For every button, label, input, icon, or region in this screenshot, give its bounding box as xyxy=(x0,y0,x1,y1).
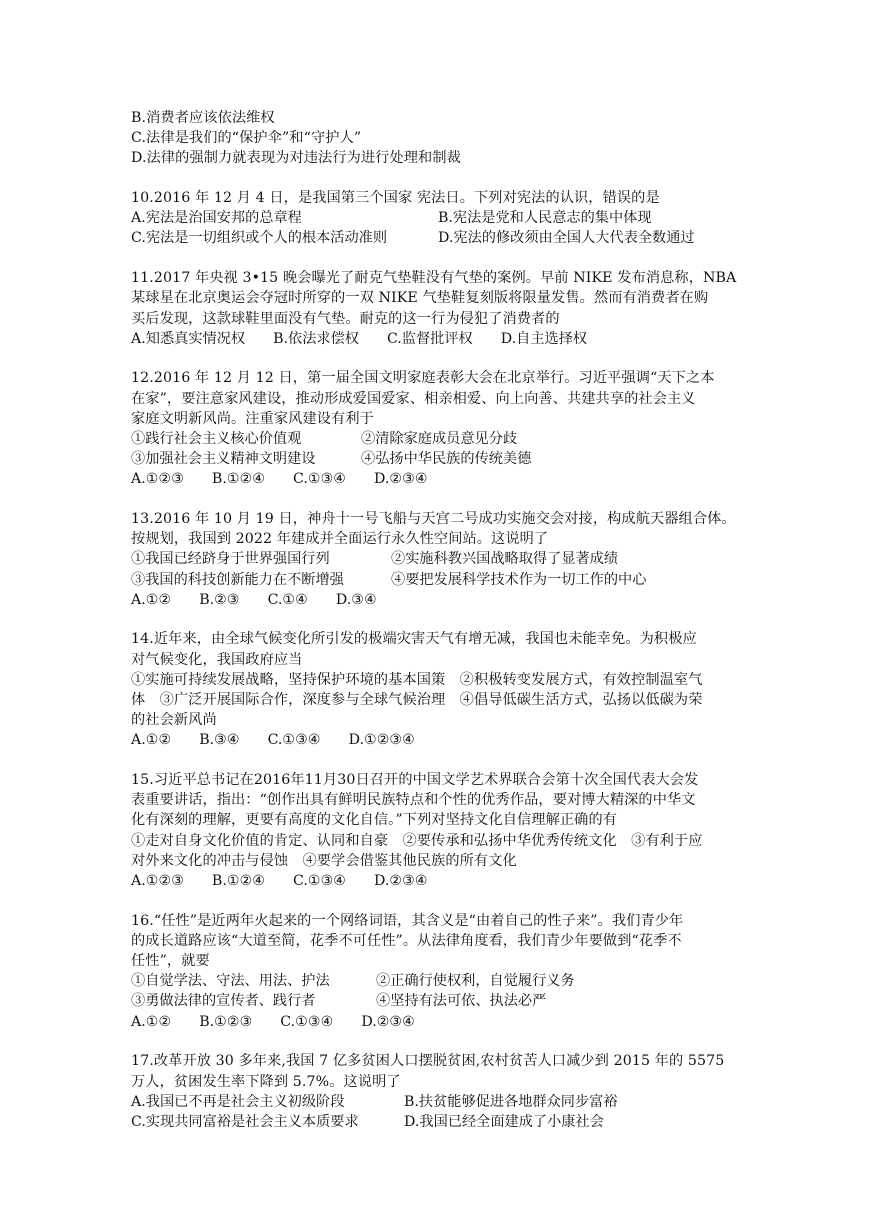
q14-statements-line1: ①实施可持续发展战略，坚持保护环境的基本国策 ②积极转变发展方式，有效控制温室气 xyxy=(131,671,703,688)
q10-option-b: B.宪法是党和人民意志的集中体现 xyxy=(438,210,652,227)
q15-statements-line1: ①走对自身文化价值的肯定、认同和自豪 ②要传承和弘扬中华优秀传统文化 ③有利于应 xyxy=(131,832,703,849)
q15-stem-line1: 15.习近平总书记在2016年11月30日召开的中国文学艺术界联合会第十次全国代表大会发 xyxy=(131,772,699,789)
q10-option-c: C.宪法是一切组织或个人的根本活动准则 xyxy=(131,230,388,247)
q12-stem-line3: 家庭文明新风尚。注重家风建设有利于 xyxy=(131,410,374,427)
q17-stem-line1: 17.改革开放 30 多年来,我国 7 亿多贫困人口摆脱贫困,农村贫苦人口减少到 2015 年的 5575 xyxy=(131,1053,725,1070)
q16-stem-line3: 任性”，就要 xyxy=(131,953,210,970)
q12-option-b: B.①②④ xyxy=(211,471,266,488)
q13-statement-2: ②实施科教兴国战略取得了显著成绩 xyxy=(391,551,619,568)
q12-options xyxy=(131,469,741,489)
q13-option-a: A.①② xyxy=(131,591,172,608)
q11-stem-line3: 买后发现，这款球鞋里面没有气垫。耐克的这一行为侵犯了消费者的 xyxy=(131,310,560,327)
q17-options-row2 xyxy=(131,1112,741,1132)
q15-option-a: A.①②③ xyxy=(131,873,184,889)
q17-option-a: A.我国已不再是社会主义初级阶段 xyxy=(131,1093,345,1110)
q12-statement-4: ④弘扬中华民族的传统美德 xyxy=(361,451,532,468)
q16-option-c: C.①③④ xyxy=(280,1013,334,1030)
q14-options xyxy=(131,730,741,750)
q14-stem-line2: 对气候变化，我国政府应当 xyxy=(131,651,303,668)
q9-option-c: C.法律是我们的“保护伞”和“守护人” xyxy=(131,130,362,147)
q10-options-row1 xyxy=(131,208,741,228)
q12-statement-2: ②清除家庭成员意见分歧 xyxy=(361,430,518,447)
q10-option-a: A.宪法是治国安邦的总章程 xyxy=(131,210,302,227)
q12-statement-3: ③加强社会主义精神文明建设 xyxy=(131,451,316,468)
q13-statements-row2 xyxy=(131,570,741,590)
q11-stem-line1: 11.2017 年央视 3•15 晚会曝光了耐克气垫鞋没有气垫的案例。早前 NIKE 发布消息称，NBA xyxy=(131,270,737,287)
q11-option-d: D.自主选择权 xyxy=(500,330,588,347)
q15-option-b: B.①②④ xyxy=(211,873,266,889)
q13-option-d: D.③④ xyxy=(335,591,377,608)
q13-statement-3: ③我国的科技创新能力在不断增强 xyxy=(131,571,344,588)
q16-statements-row2 xyxy=(131,991,741,1011)
q13-statement-1: ①我国已经跻身于世界强国行列 xyxy=(131,551,330,568)
q13-stem-line2: 按规划，我国到 2022 年建成并全面运行永久性空间站。这说明了 xyxy=(131,531,549,548)
q13-statements-row1 xyxy=(131,549,741,569)
q16-statements-row1 xyxy=(131,971,741,991)
q11-option-c: C.监督批评权 xyxy=(386,330,473,347)
q13-stem-line1: 13.2016 年 10 月 19 日，神舟十一号飞船与天宫二号成功实施交会对接，构成航天器组合体。 xyxy=(131,511,736,527)
q9-option-d: D.法律的强制力就表现为对违法行为进行处理和制裁 xyxy=(131,150,461,167)
q16-statement-4: ④坚持有法可依、执法必严 xyxy=(376,993,547,1010)
q16-option-a: A.①② xyxy=(131,1013,172,1030)
q12-statement-1: ①践行社会主义核心价值观 xyxy=(131,430,302,447)
q16-stem-line2: 的成长道路应该“大道至简，花季不可任性”。从法律角度看，我们青少年要做到“花季不 xyxy=(131,932,682,949)
q15-options xyxy=(131,871,741,891)
q11-options xyxy=(131,329,741,349)
q17-option-d: D.我国已经全面建成了小康社会 xyxy=(404,1113,604,1130)
q14-option-b: B.③④ xyxy=(199,732,240,749)
q16-option-d: D.②③④ xyxy=(361,1013,415,1030)
q14-stem-line1: 14.近年来，由全球气候变化所引发的极端灾害天气有增无减，我国也未能幸免。为积极应 xyxy=(131,631,697,648)
q15-option-d: D.②③④ xyxy=(374,873,428,889)
q11-option-a: A.知悉真实情况权 xyxy=(131,330,246,347)
q10-stem: 10.2016 年 12 月 4 日，是我国第三个国家 宪法日。下列对宪法的认识，错误的是 xyxy=(131,190,660,207)
q12-option-c: C.①③④ xyxy=(293,471,347,488)
q14-option-c: C.①③④ xyxy=(267,732,321,749)
q12-option-a: A.①②③ xyxy=(131,471,184,488)
q16-option-b: B.①②③ xyxy=(199,1013,253,1030)
q15-stem-line3: 化有深刻的理解，更要有高度的文化自信。”下列对坚持文化自信理解正确的有 xyxy=(131,812,618,829)
q13-options xyxy=(131,590,741,610)
q16-statement-2: ②正确行使权利，自觉履行义务 xyxy=(376,973,575,990)
q16-stem-line1: 16.“任性”是近两年火起来的一个网络词语，其含义是“由着自己的性子来”。我们青少年 xyxy=(131,912,684,929)
exam-page xyxy=(131,108,741,1132)
q14-option-a: A.①② xyxy=(131,732,172,749)
q17-option-c: C.实现共同富裕是社会主义本质要求 xyxy=(131,1113,359,1130)
q16-statement-3: ③勇做法律的宣传者、践行者 xyxy=(131,993,316,1010)
q13-statement-4: ④要把发展科学技术作为一切工作的中心 xyxy=(391,571,647,588)
q15-statements-line2: 对外来文化的冲击与侵蚀 ④要学会借鉴其他民族的所有文化 xyxy=(131,852,517,869)
q13-option-b: B.②③ xyxy=(199,591,240,608)
q16-options xyxy=(131,1012,741,1032)
q15-stem-line2: 表重要讲话，指出：“创作出具有鲜明民族特点和个性的优秀作品，要对博大精深的中华文 xyxy=(131,792,696,809)
q12-stem-line2: 在家”，要注意家风建设，推动形成爱国爱家、相亲相爱、向上向善、共建共享的社会主义 xyxy=(131,390,696,407)
q17-options-row1 xyxy=(131,1092,741,1112)
q17-option-b: B.扶贫能够促进各地群众同步富裕 xyxy=(404,1093,618,1110)
q12-option-d: D.②③④ xyxy=(374,471,428,488)
q9-option-b: B.消费者应该依法维权 xyxy=(131,110,275,126)
q16-statement-1: ①自觉学法、守法、用法、护法 xyxy=(131,973,330,990)
q14-statements-line2: 体 ③广泛开展国际合作，深度参与全球气候治理 ④倡导低碳生活方式，弘扬以低碳为荣 xyxy=(131,692,703,708)
q10-option-d: D.宪法的修改须由全国人大代表全数通过 xyxy=(438,230,695,247)
q15-option-c: C.①③④ xyxy=(293,873,347,889)
q14-statements-line3: 的社会新风尚 xyxy=(131,712,217,729)
q17-stem-line2: 万人，贫困发生率下降到 5.7%。这说明了 xyxy=(131,1073,401,1090)
q12-stem-line1: 12.2016 年 12 月 12 日，第一届全国文明家庭表彰大会在北京举行。习近平强调“天下之本 xyxy=(131,370,715,387)
q11-option-b: B.依法求偿权 xyxy=(273,330,359,347)
q12-statements-row1 xyxy=(131,429,741,449)
q12-statements-row2 xyxy=(131,449,741,469)
q11-stem-line2: 某球星在北京奥运会夺冠时所穿的一双 NIKE 气垫鞋复刻版将限量发售。然而有消费者在购 xyxy=(131,290,709,307)
q13-option-c: C.①④ xyxy=(267,591,308,608)
q14-option-d: D.①②③④ xyxy=(348,732,415,749)
q10-options-row2 xyxy=(131,228,741,248)
